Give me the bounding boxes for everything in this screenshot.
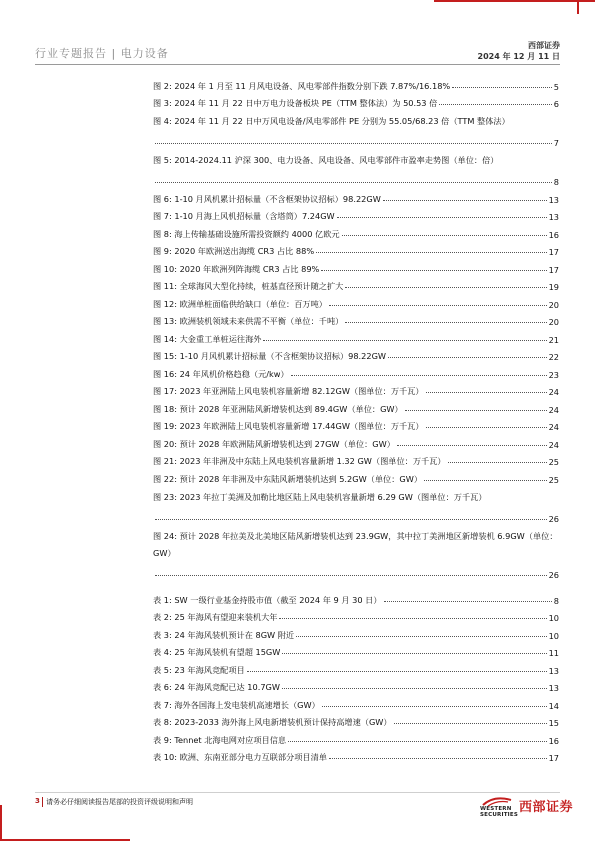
figure-entry-title: 图 11: 全球海风大型化持续，桩基直径预计随之扩大 (153, 281, 344, 292)
corner-accent-top-vertical (577, 0, 579, 14)
figure-entry[interactable] (153, 450, 559, 468)
table-entry[interactable] (153, 641, 559, 659)
figure-entry-page: 5 (553, 81, 559, 92)
leader-dots (452, 87, 552, 88)
leader-dots (345, 287, 546, 288)
figure-list (153, 74, 559, 580)
leader-dots (322, 706, 547, 707)
figure-entry[interactable] (153, 397, 559, 415)
table-entry-page: 14 (548, 700, 559, 711)
disclaimer: 请务必仔细阅读报告尾部的投资评级说明和声明 (46, 798, 193, 806)
header-rule (35, 64, 560, 65)
leader-dots (342, 235, 547, 236)
table-entry[interactable] (153, 693, 559, 711)
leader-dots (405, 410, 547, 411)
leader-dots (329, 305, 547, 306)
table-list (153, 588, 559, 763)
section-label: 行业专题报告 | 电力设备 (35, 47, 169, 60)
table-entry[interactable] (153, 623, 559, 641)
table-entry-title: 表 3: 24 年海风装机预计在 8GW 附近 (153, 629, 295, 640)
table-entry-page: 11 (548, 648, 559, 659)
figure-entry[interactable] (153, 205, 559, 223)
figure-entry-title: 图 12: 欧洲单桩面临供给缺口（单位：百万吨） (153, 298, 327, 309)
table-entry-title: 表 5: 23 年海风竞配项目 (153, 664, 245, 675)
leader-dots (316, 252, 546, 253)
leader-dots (155, 519, 547, 520)
table-of-contents (153, 74, 559, 763)
figure-entry-title: 图 20: 预计 2028 年欧洲陆风新增装机达到 27GW（单位：GW） (153, 438, 395, 449)
figure-entry-title: 图 18: 预计 2028 年亚洲陆风新增装机达到 89.4GW（单位：GW） (153, 403, 403, 414)
leader-dots (282, 688, 547, 689)
figure-entry-title: 图 23: 2023 年拉丁美洲及加勒比地区陆上风电装机容量新增 6.29 GW（图单位：万千瓦） (153, 491, 487, 502)
figure-entry[interactable] (153, 467, 559, 485)
figure-entry[interactable] (153, 74, 559, 92)
figure-entry-page: 24 (548, 422, 559, 433)
leader-dots (155, 575, 547, 576)
table-entry-page: 10 (548, 630, 559, 641)
figure-entry-page: 22 (548, 352, 559, 363)
figure-entry-title: 图 9: 2020 年欧洲送出海缆 CR3 占比 88% (153, 246, 315, 257)
leader-dots (345, 322, 546, 323)
figure-entry-page: 24 (548, 404, 559, 415)
table-entry-page: 10 (548, 613, 559, 624)
figure-entry-title: 图 6: 1-10 月风机累计招标量（不含框架协议招标）98.22GW (153, 193, 381, 204)
leader-dots (282, 653, 546, 654)
figure-entry-page: 26 (548, 570, 559, 581)
figure-entry-title: 图 14: 大金重工单桩运往海外 (153, 333, 262, 344)
logo-english: WESTERN SECURITIES (480, 806, 519, 818)
figure-entry[interactable] (153, 310, 559, 328)
figure-entry[interactable] (153, 524, 559, 581)
leader-dots (288, 741, 546, 742)
figure-entry-title: 图 24: 预计 2028 年拉美及北美地区陆风新增装机达到 23.9GW，其中拉丁美洲地区新增装机 6.9GW（单位：GW） (153, 530, 558, 559)
figure-entry[interactable] (153, 415, 559, 433)
table-entry-title: 表 1: SW 一级行业基金持股市值（截至 2024 年 9 月 30 日） (153, 594, 382, 605)
figure-entry-page: 13 (548, 194, 559, 205)
table-entry-title: 表 9: Tennet 北海电网对应项目信息 (153, 734, 287, 745)
figure-entry-title: 图 4: 2024 年 11 月 22 日中万风电设备/风电零部件 PE 分别为 55.05/68.23 倍（TTM 整体法） (153, 116, 510, 126)
table-entry-title: 表 7: 海外各国海上发电装机高速增长（GW） (153, 699, 320, 710)
table-entry[interactable] (153, 746, 559, 764)
figure-entry-title: 图 13: 欧洲装机领域未来供需不平衡（单位：千吨） (153, 316, 344, 327)
figure-entry-title: 图 21: 2023 年非洲及中东陆上风电装机容量新增 1.32 GW（图单位：万千瓦） (153, 456, 446, 467)
table-entry-title: 表 4: 25 年海风装机有望超 15GW (153, 647, 281, 658)
figure-entry-page: 25 (548, 457, 559, 468)
table-entry-page: 8 (553, 595, 559, 606)
leader-dots (424, 480, 547, 481)
table-entry-page: 17 (548, 753, 559, 764)
figure-entry[interactable] (153, 345, 559, 363)
table-entry-page: 13 (548, 683, 559, 694)
table-entry-page: 13 (548, 665, 559, 676)
figure-entry[interactable] (153, 327, 559, 345)
table-entry[interactable] (153, 711, 559, 729)
table-entry-title: 表 6: 24 年海风竞配已达 10.7GW (153, 682, 280, 693)
leader-dots (155, 143, 552, 144)
figure-entry-page: 6 (553, 99, 559, 109)
logo-chinese: 西部证券 (519, 799, 574, 815)
table-entry[interactable] (153, 728, 559, 746)
figure-entry-title: 图 17: 2023 年亚洲陆上风电装机容量新增 82.12GW（图单位：万千瓦） (153, 386, 424, 397)
leader-dots (439, 104, 551, 105)
leader-dots (291, 375, 547, 376)
table-entry-title: 表 2: 25 年海风有望迎来装机大年 (153, 612, 278, 623)
figure-entry[interactable] (153, 485, 559, 524)
table-entry[interactable] (153, 606, 559, 624)
figure-entry[interactable] (153, 380, 559, 398)
figure-entry-page: 21 (548, 334, 559, 345)
leader-dots (329, 758, 547, 759)
figure-entry-title: 图 19: 2023 年欧洲陆上风电装机容量新增 17.44GW（图单位：万千瓦） (153, 421, 424, 432)
figure-entry-title: 图 16: 24 年风机价格趋稳（元/kw） (153, 368, 289, 379)
figure-entry-title: 图 2: 2024 年 1 月至 11 月风电设备、风电零部件指数分别下跌 7.87%/16.18% (153, 80, 451, 91)
leader-dots (448, 462, 547, 463)
figure-entry[interactable] (153, 92, 559, 110)
figure-entry-page: 8 (553, 177, 559, 188)
header-meta (478, 40, 560, 62)
leader-dots (426, 427, 547, 428)
figure-entry-title: 图 5: 2014-2024.11 沪深 300、电力设备、风电设备、风电零部件市盈率走势图（单位：倍） (153, 155, 499, 166)
figure-entry[interactable] (153, 240, 559, 258)
figure-entry[interactable] (153, 109, 559, 148)
leader-dots (279, 618, 546, 619)
table-entry-title: 表 8: 2023-2033 海外海上风电新增装机预计保持高增速（GW） (153, 717, 392, 728)
footer-divider (42, 797, 43, 807)
figure-entry-title: 图 8: 海上传输基础设施所需投资额约 4000 亿欧元 (153, 228, 340, 239)
corner-accent-top (434, 0, 595, 2)
figure-entry[interactable] (153, 187, 559, 205)
figure-entry-page: 7 (553, 138, 559, 149)
leader-dots (384, 601, 552, 602)
figure-entry-page: 16 (548, 229, 559, 240)
figure-entry-page: 20 (548, 299, 559, 310)
figure-entry-title: 图 7: 1-10 月海上风机招标量（含塔筒）7.24GW (153, 211, 335, 222)
leader-dots (247, 671, 547, 672)
figure-entry-page: 17 (548, 264, 559, 275)
logo-mark (480, 795, 519, 818)
figure-entry-page: 24 (548, 387, 559, 398)
table-entry[interactable] (153, 658, 559, 676)
report-date: 2024 年 12 月 11 日 (477, 52, 560, 61)
leader-dots (337, 217, 547, 218)
leader-dots (296, 636, 546, 637)
table-entry[interactable] (153, 676, 559, 694)
leader-dots (383, 200, 547, 201)
figure-entry-title: 图 22: 预计 2028 年非洲及中东陆风新增装机达到 5.2GW（单位：GW） (153, 473, 423, 484)
leader-dots (394, 723, 547, 724)
leader-dots (263, 340, 546, 341)
figure-entry-page: 19 (548, 282, 559, 293)
page-number: 3 (35, 797, 40, 805)
figure-entry[interactable] (153, 362, 559, 380)
figure-entry-page: 25 (548, 474, 559, 485)
leader-dots (321, 270, 546, 271)
leader-dots (155, 182, 552, 183)
leader-dots (388, 357, 547, 358)
figure-entry[interactable] (153, 292, 559, 310)
figure-entry-page: 17 (548, 247, 559, 258)
figure-entry-title: 图 10: 2020 年欧洲列阵海缆 CR3 占比 89% (153, 263, 320, 274)
company-name: 西部证券 (528, 41, 560, 50)
leader-dots (397, 445, 547, 446)
figure-entry-page: 23 (548, 369, 559, 380)
table-entry[interactable] (153, 588, 559, 606)
corner-accent-bottom-vertical (0, 805, 2, 841)
figure-entry-page: 13 (548, 212, 559, 223)
table-entry-page: 15 (548, 718, 559, 729)
figure-entry-page: 24 (548, 439, 559, 450)
table-entry-page: 16 (548, 735, 559, 746)
figure-entry[interactable] (153, 275, 559, 293)
company-logo (480, 795, 574, 818)
figure-entry-page: 20 (548, 317, 559, 328)
leader-dots (426, 392, 547, 393)
figure-entry[interactable] (153, 148, 559, 187)
figure-entry[interactable] (153, 257, 559, 275)
footer-rule (35, 792, 560, 793)
table-entry-title: 表 10: 欧洲、东南亚部分电力互联部分项目清单 (153, 752, 327, 763)
figure-entry-page: 26 (548, 513, 559, 524)
figure-entry-title: 图 15: 1-10 月风机累计招标量（不含框架协议招标）98.22GW (153, 351, 387, 362)
figure-entry-title: 图 3: 2024 年 11 月 22 日中万电力设备板块 PE（TTM 整体法）为 50.53 倍 (153, 98, 438, 108)
list-separator (153, 580, 559, 588)
figure-entry[interactable] (153, 222, 559, 240)
figure-entry[interactable] (153, 432, 559, 450)
